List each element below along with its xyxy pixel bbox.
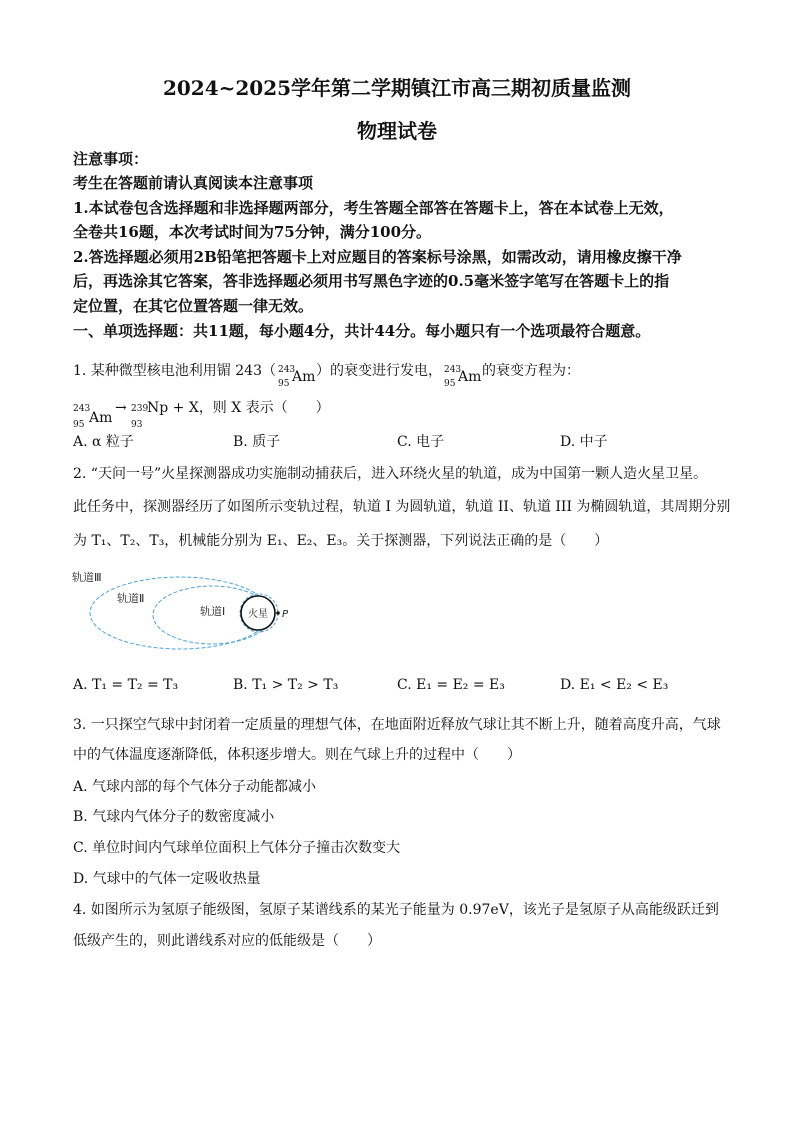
q4-line1: 4. 如图所示为氢原子能级图，氢原子某谱线系的某光子能量为 0.97eV，该光子是氢原子从高能级跃迁到	[73, 902, 719, 918]
am-mass-2: 243	[443, 365, 462, 375]
q3-option-c: C. 单位时间内气球单位面积上气体分子撞击次数变大	[73, 840, 401, 856]
q1-ask: ，则 X 表示（ ）	[198, 400, 330, 416]
q1-option-a: A. α 粒子	[73, 434, 134, 450]
notice-rule2-line2: 后，再选涂其它答案，答非选择题必须用书写黑色字迹的0.5毫米签字笔写在答题卡上的指	[73, 272, 670, 290]
q3-line1: 3. 一只探空气球中封闭着一定质量的理想气体，在地面附近释放气球让其不断上升，随着高度升高，气球	[73, 717, 721, 733]
orbit-2-label: 轨道Ⅱ	[117, 592, 145, 605]
orbit-1-label: 轨道Ⅰ	[200, 605, 226, 618]
q4-line2: 低级产生的，则此谱线系对应的低能级是（ ）	[73, 933, 381, 949]
page-title: 2024~2025学年第二学期镇江市高三期初质量监测	[162, 76, 632, 100]
point-p-label: P	[282, 609, 289, 620]
q1-stem-part-b: ）的衰变进行发电，	[315, 363, 442, 379]
q1-option-c: C. 电子	[397, 434, 445, 450]
q2-line1: 2. “天问一号”火星探测器成功实施制动捕获后，进入环绕火星的轨道，成为中国第一颗人造火星卫星。	[73, 466, 708, 482]
q1-stem-part-a: 1. 某种微型核电池利用镅 243（	[73, 363, 276, 379]
section-heading: 一、单项选择题：共11题，每小题4分，共计44分。每小题只有一个选项最符合题意。	[73, 322, 651, 340]
am-mass: 243	[277, 365, 296, 375]
q2-line2: 此任务中，探测器经历了如图所示变轨过程，轨道 I 为圆轨道，轨道 II、轨道 III 为椭圆轨道，其周期分别	[73, 499, 731, 515]
point-p-dot	[276, 611, 280, 615]
eq-am-mass: 243	[73, 404, 91, 414]
orbit-figure	[68, 566, 298, 666]
am-z-2: 95	[443, 379, 456, 389]
eq-rest: Np + X	[147, 400, 199, 416]
q1-equation	[73, 397, 330, 430]
eq-am-symbol: Am	[89, 410, 113, 426]
eq-np-mass: 239	[131, 404, 149, 414]
q3-line2: 中的气体温度逐渐降低，体积逐步增大。则在气球上升的过程中（ ）	[73, 747, 521, 763]
notice-line1: 考生在答题前请认真阅读本注意事项	[73, 174, 314, 192]
q1-stem-part-c: 的衰变方程为：	[481, 363, 580, 379]
q1-option-d: D. 中子	[560, 434, 608, 450]
q3-option-b: B. 气球内气体分子的数密度减小	[73, 809, 275, 825]
eq-arrow: →	[115, 400, 127, 416]
notice-rule2-line1: 2.答选择题必须用2B铅笔把答题卡上对应题目的答案标号涂黑，如需改动，请用橡皮擦干净	[73, 248, 682, 266]
q2-option-a: A. T₁ = T₂ = T₃	[73, 677, 179, 693]
q2-option-d: D. E₁ < E₂ < E₃	[560, 677, 669, 693]
mars-label: 火星	[248, 609, 268, 620]
orbit-3-label: 轨道Ⅲ	[72, 571, 102, 584]
page-subtitle: 物理试卷	[357, 119, 437, 143]
eq-am-z: 95	[73, 420, 85, 430]
q3-option-d: D. 气球中的气体一定吸收热量	[73, 871, 261, 887]
question-1-stem	[73, 360, 580, 389]
q2-option-b: B. T₁ > T₂ > T₃	[233, 677, 339, 693]
q2-line3: 为 T₁、T₂、T₃，机械能分别为 E₁、E₂、E₃。关于探测器，下列说法正确的是（ ）	[73, 533, 609, 549]
notice-rule2-line3: 定位置，在其它位置答题一律无效。	[73, 297, 314, 315]
am-symbol: Am	[291, 369, 316, 385]
q1-option-b: B. 质子	[233, 434, 281, 450]
q2-option-c: C. E₁ = E₂ = E₃	[397, 677, 505, 693]
q3-option-a: A. 气球内部的每个气体分子动能都减小	[73, 779, 317, 795]
notice-rule1-line1: 1.本试卷包含选择题和非选择题两部分，考生答题全部答在答题卡上，答在本试卷上无效，	[73, 199, 674, 217]
notice-heading: 注意事项：	[73, 150, 149, 168]
am-symbol-2: Am	[457, 369, 482, 385]
eq-np-z: 93	[131, 420, 143, 430]
am-z: 95	[277, 379, 290, 389]
notice-rule1-line2: 全卷共16题，本次考试时间为75分钟，满分100分。	[73, 223, 432, 241]
